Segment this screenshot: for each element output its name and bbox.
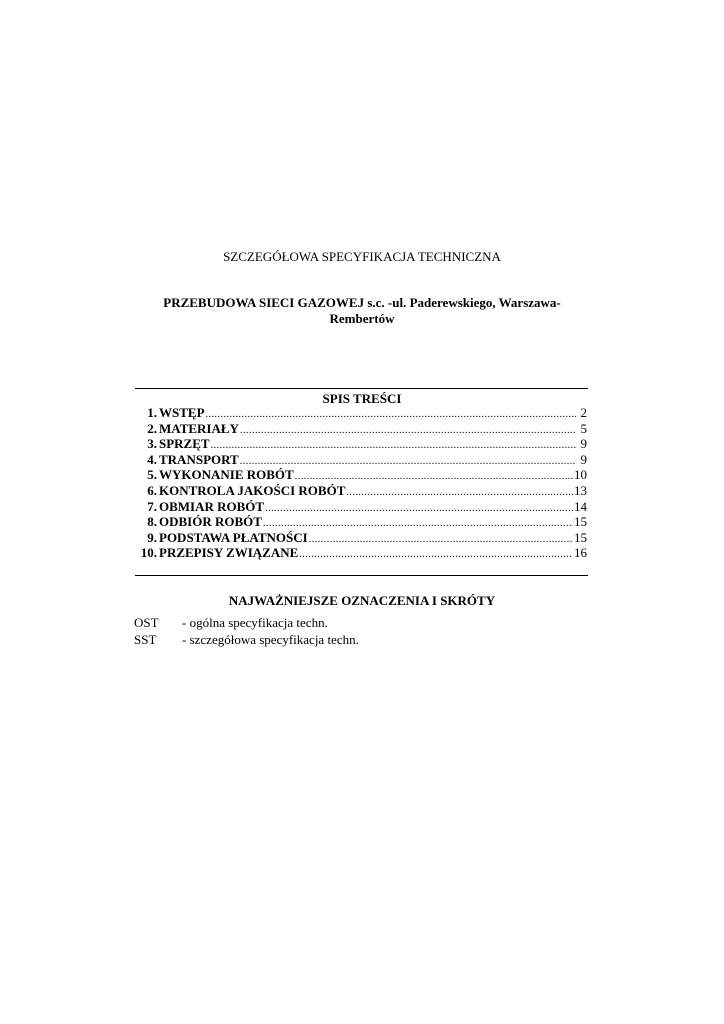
abbreviation-row xyxy=(134,614,359,631)
toc-item[interactable] xyxy=(137,499,587,515)
toc-item-label: PODSTAWA PŁATNOŚCI xyxy=(159,529,308,545)
toc-item[interactable] xyxy=(137,452,587,468)
toc-item-number: 8. xyxy=(147,514,157,530)
toc-item-label: WYKONANIE ROBÓT xyxy=(159,467,294,483)
toc-item-number: 1. xyxy=(147,405,157,420)
toc-leader-dots xyxy=(211,438,576,454)
abbreviation-description: - ogólna specyfikacja techn. xyxy=(182,615,328,630)
toc-item-number: 3. xyxy=(147,436,157,452)
abbreviation-description: - szczegółowa specyfikacja techn. xyxy=(182,632,359,647)
toc-item[interactable] xyxy=(137,514,587,530)
toc-leader-dots xyxy=(309,532,573,548)
toc-item[interactable] xyxy=(137,483,587,499)
toc-item[interactable] xyxy=(137,530,587,546)
toc-item-page: 16 xyxy=(574,545,587,561)
toc-item[interactable] xyxy=(137,405,587,421)
toc-item-number: 2. xyxy=(147,420,157,436)
toc-item-label: PRZEPISY ZWIĄZANE xyxy=(159,545,299,561)
toc-item[interactable] xyxy=(137,467,587,483)
toc-item-page: 10 xyxy=(574,467,587,483)
abbreviation-code: SST xyxy=(134,632,157,647)
toc-leader-dots xyxy=(206,407,576,423)
toc-item-label: WSTĘP xyxy=(159,405,205,420)
toc-item-page: 13 xyxy=(574,482,587,498)
toc-item-page: 14 xyxy=(574,498,587,514)
toc-leader-dots xyxy=(240,423,576,439)
document-subtitle xyxy=(140,295,584,327)
toc-item-page: 5 xyxy=(580,420,587,436)
toc-item-label: ODBIÓR ROBÓT xyxy=(159,514,262,530)
toc-item-number: 10. xyxy=(140,545,157,561)
toc-item-label: OBMIAR ROBÓT xyxy=(159,498,265,514)
toc-heading: SPIS TREŚCI xyxy=(322,391,402,406)
toc-item-page: 15 xyxy=(574,514,587,530)
toc-item-page: 2 xyxy=(580,405,587,420)
toc-item-page: 9 xyxy=(580,436,587,452)
toc-leader-dots xyxy=(263,516,573,532)
toc-item[interactable] xyxy=(137,545,587,561)
subtitle-line-2: Rembertów xyxy=(329,311,395,326)
toc-item-label: MATERIAŁY xyxy=(159,420,239,436)
toc-item-number: 9. xyxy=(147,529,157,545)
toc-item-page: 15 xyxy=(574,529,587,545)
toc-item-number: 4. xyxy=(147,451,157,467)
toc-top-divider xyxy=(135,388,588,389)
toc-item[interactable] xyxy=(137,421,587,437)
toc-item-page: 9 xyxy=(580,451,587,467)
toc-leader-dots xyxy=(346,485,573,501)
abbreviation-code: OST xyxy=(134,615,159,630)
abbreviations-list xyxy=(134,614,359,648)
subtitle-line-1: PRZEBUDOWA SIECI GAZOWEJ s.c. -ul. Paderewskiego, Warszawa- xyxy=(163,295,561,310)
abbreviations-heading: NAJWAŻNIEJSZE OZNACZENIA I SKRÓTY xyxy=(228,593,496,608)
toc-item-number: 5. xyxy=(147,467,157,483)
table-of-contents xyxy=(137,405,587,561)
toc-item-label: TRANSPORT xyxy=(159,451,239,467)
abbreviation-row xyxy=(134,631,359,648)
toc-item-number: 7. xyxy=(147,498,157,514)
document-title: SZCZEGÓŁOWA SPECYFIKACJA TECHNICZNA xyxy=(223,249,501,264)
toc-item-number: 6. xyxy=(147,482,157,498)
toc-leader-dots xyxy=(265,501,573,517)
toc-item-label: SPRZĘT xyxy=(159,436,210,452)
toc-leader-dots xyxy=(299,547,573,563)
toc-item[interactable] xyxy=(137,436,587,452)
toc-bottom-divider xyxy=(135,575,588,576)
toc-item-label: KONTROLA JAKOŚCI ROBÓT xyxy=(159,482,346,498)
